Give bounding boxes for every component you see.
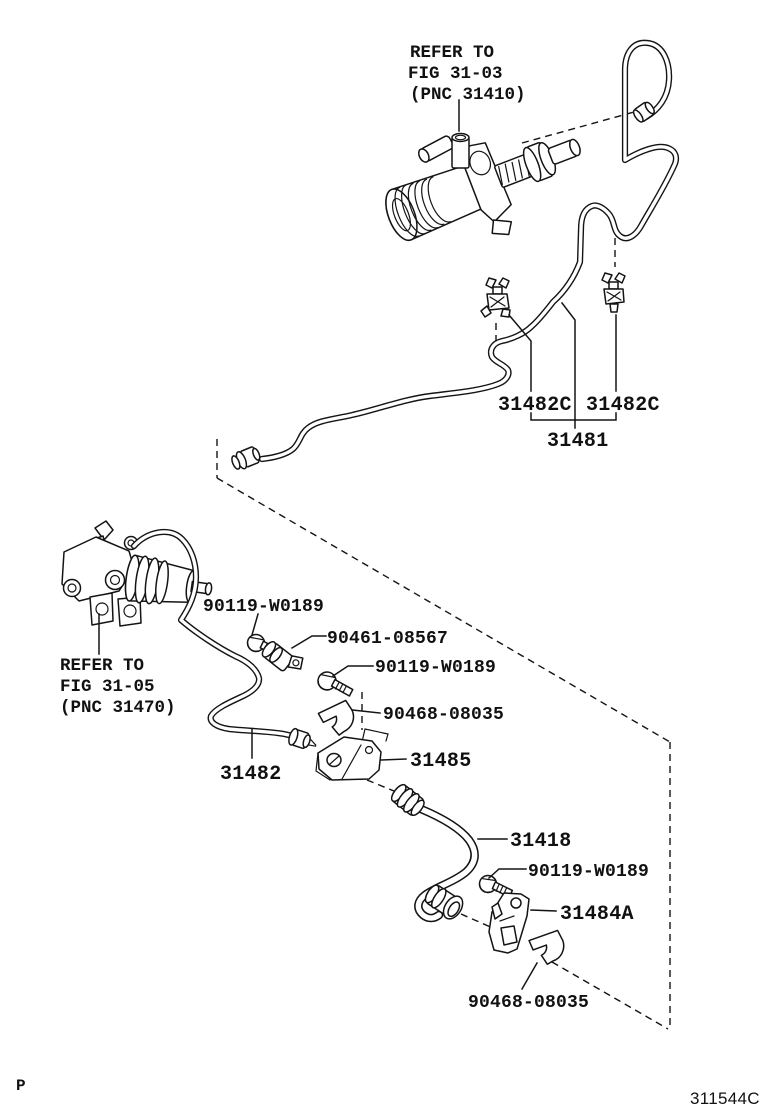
ref-fig-31-05-line1: REFER TO — [60, 656, 145, 676]
clip-90468-1 — [317, 699, 358, 739]
part-label-90468-08035-1[interactable]: 90468-08035 — [383, 705, 505, 725]
clip-90468-2 — [528, 930, 567, 967]
clip-31482c-left — [481, 278, 510, 317]
part-label-90119-w0189-2[interactable]: 90119-W0189 — [375, 658, 497, 678]
tube-31482-end-fitting — [287, 728, 319, 753]
bracket-31484a-illustration — [489, 893, 529, 953]
ref-fig-31-05-line2: FIG 31-05 — [60, 677, 155, 697]
part-label-90119-w0189-1[interactable]: 90119-W0189 — [203, 597, 325, 617]
ref-fig-31-03-line2: FIG 31-03 — [408, 64, 503, 84]
figure-code: 311544C — [690, 1089, 760, 1108]
hose-31418-illustration — [388, 782, 474, 923]
ref-fig-31-03-line1: REFER TO — [410, 43, 495, 63]
tube-31481-top-fitting — [632, 100, 657, 124]
leader-lines — [99, 100, 616, 989]
clip-31482c-right — [602, 273, 625, 312]
part-label-90119-w0189-3[interactable]: 90119-W0189 — [528, 862, 650, 882]
part-label-31484a[interactable]: 31484A — [560, 903, 634, 926]
bracket-31485-illustration — [316, 729, 388, 780]
part-label-31418[interactable]: 31418 — [510, 830, 572, 853]
part-label-90468-08035-2[interactable]: 90468-08035 — [468, 993, 590, 1013]
part-label-31482[interactable]: 31482 — [220, 763, 282, 786]
page-letter: P — [16, 1077, 26, 1095]
part-label-31485[interactable]: 31485 — [410, 750, 472, 773]
clamp-90461-illustration — [260, 636, 307, 680]
part-label-90461-08567[interactable]: 90461-08567 — [327, 629, 449, 649]
clutch-release-cylinder-illustration — [62, 521, 215, 626]
part-label-31482c-right[interactable]: 31482C — [586, 394, 660, 417]
ref-fig-31-03-line3: (PNC 31410) — [410, 85, 526, 105]
clutch-master-cylinder-illustration — [374, 107, 599, 272]
part-label-31482c-left[interactable]: 31482C — [498, 394, 572, 417]
ref-fig-31-05-line3: (PNC 31470) — [60, 698, 176, 718]
tube-31481-end-fitting — [230, 445, 263, 472]
part-label-31481[interactable]: 31481 — [547, 430, 609, 453]
reservoir-port — [417, 134, 469, 169]
